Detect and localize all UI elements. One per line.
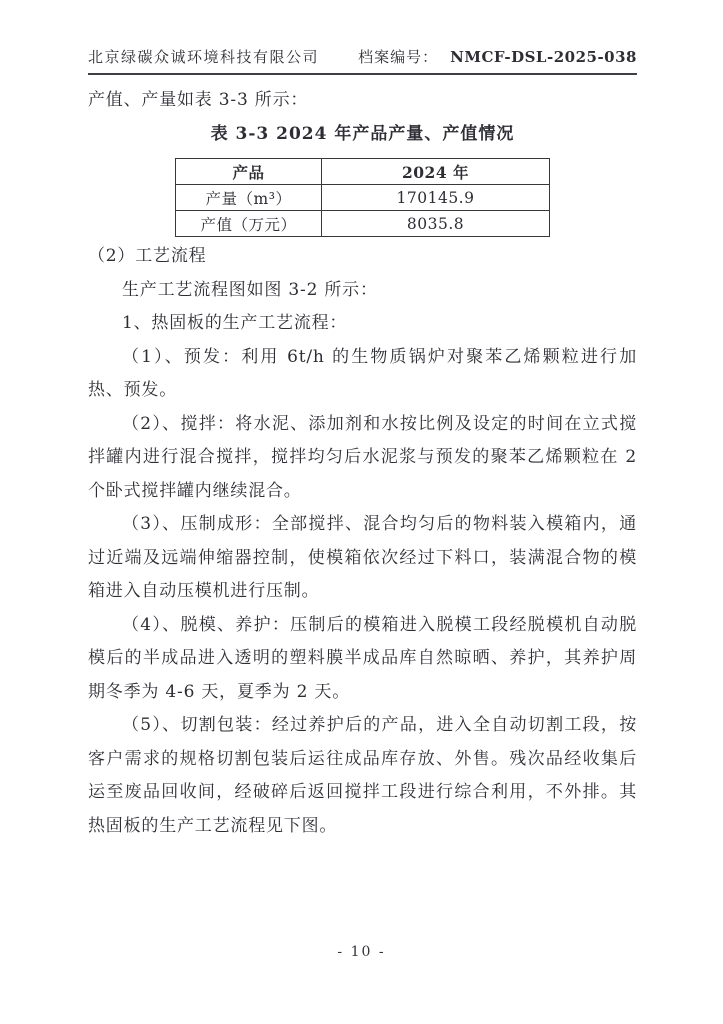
- page-header: [88, 46, 637, 75]
- table-title: 表 3-3 2024 年产品产量、产值情况: [210, 123, 515, 144]
- paragraph: 1、热固板的生产工艺流程：: [122, 313, 348, 333]
- table-header-row: [176, 159, 550, 185]
- paragraph-step-2: （2）、搅拌：将水泥、添加剂和水按比例及设定的时间在立式搅拌罐内进行混合搅拌，搅拌均匀后水泥浆与预发的聚苯乙烯颗粒在 2 个卧式搅拌罐内继续混合。: [88, 413, 637, 501]
- production-table: [175, 158, 550, 237]
- table-cell-output-value: 170145.9: [322, 185, 550, 211]
- archive-label: 档案编号：: [358, 48, 439, 66]
- table-cell-output-label: 产量（m³）: [176, 185, 322, 211]
- table-header-2024: 2024 年: [322, 159, 550, 185]
- section-heading-process: （2）工艺流程: [88, 246, 207, 266]
- table-cell-value-label: 产值（万元）: [176, 211, 322, 237]
- archive-number: NMCF-DSL-2025-038: [450, 48, 637, 66]
- page-number: - 10 -: [337, 944, 386, 960]
- table-row: [176, 185, 550, 211]
- table-header-product: 产品: [176, 159, 322, 185]
- intro-line: 产值、产量如表 3-3 所示：: [88, 90, 309, 110]
- company-name: 北京绿碳众诚环境科技有限公司: [88, 48, 320, 66]
- archive-code: [358, 46, 637, 67]
- paragraph-step-4: （4）、脱模、养护：压制后的模箱进入脱模工段经脱模机自动脱模后的半成品进入透明的塑料膜半成品库自然晾晒、养护，其养护周期冬季为 4-6 天，夏季为 2 天。: [88, 614, 637, 702]
- table-cell-value-value: 8035.8: [322, 211, 550, 237]
- paragraph-step-1: （1）、预发：利用 6t/h 的生物质锅炉对聚苯乙烯颗粒进行加热、预发。: [88, 346, 637, 400]
- table-row: [176, 211, 550, 237]
- paragraph-step-5: （5）、切割包装：经过养护后的产品，进入全自动切割工段，按客户需求的规格切割包装后运往成品库存放、外售。残次品经收集后运至废品回收间，经破碎后返回搅拌工段进行综合利用，不外排。其热固板的生产工艺流程见下图。: [88, 715, 637, 836]
- paragraph: 生产工艺流程图如图 3-2 所示：: [122, 279, 378, 300]
- document-body: [88, 84, 637, 843]
- paragraph-step-3: （3）、压制成形：全部搅拌、混合均匀后的物料装入模箱内，通过近端及远端伸缩器控制，使模箱依次经过下料口，装满混合物的模箱进入自动压模机进行压制。: [88, 514, 637, 601]
